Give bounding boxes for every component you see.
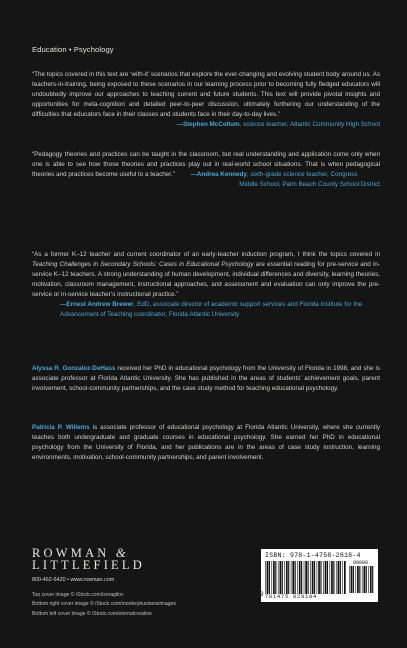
isbn-number: ISBN: 978-1-4758-2818-4 bbox=[265, 552, 361, 559]
barcode-bar bbox=[362, 566, 363, 593]
barcode-bar bbox=[291, 561, 292, 594]
barcode-bar bbox=[349, 566, 350, 593]
author-bio-text: received her PhD in educational psychology from the University of Florida in 1998, and she is associate professor at Florida Atlantic University. She has published in the areas of students’ achievement goals, parent involvement, school-community partnerships, and the case study method for teaching educational psychology. bbox=[32, 365, 380, 392]
barcode-bar bbox=[325, 561, 327, 594]
barcode-bar bbox=[278, 561, 279, 594]
quote-text: “Pedagogy theories and practices can be taught in the classroom, but real understanding and application come only when one is able to see how those theories and practices play out in real-world school situations. That is when pedagogical theories and practices become useful to a teacher.” bbox=[32, 151, 380, 178]
publisher-line2: LITTLEFIELD bbox=[32, 558, 145, 572]
barcode-bar bbox=[297, 561, 298, 594]
endorsement-quote-2 bbox=[32, 150, 380, 190]
barcode-bar bbox=[273, 561, 275, 594]
barcode-bar bbox=[267, 561, 269, 594]
barcode-bar bbox=[357, 566, 359, 593]
barcode-bar bbox=[282, 561, 283, 594]
author-name: Patricia P. Willems bbox=[32, 424, 90, 431]
barcode-bar bbox=[344, 561, 346, 594]
barcode-bar bbox=[366, 566, 367, 593]
barcode-bar bbox=[323, 561, 324, 594]
publisher-logo bbox=[32, 547, 145, 571]
barcode-bar bbox=[317, 561, 318, 594]
quote-author-role: , science teacher, Atlantic Community High School bbox=[239, 121, 380, 128]
barcode-bar bbox=[265, 561, 266, 594]
barcode-bar bbox=[370, 566, 372, 593]
barcode-bar bbox=[320, 561, 321, 594]
barcode-bar bbox=[305, 561, 307, 594]
category-label: Education • Psychology bbox=[32, 45, 114, 54]
barcode-bar bbox=[308, 561, 309, 594]
quote-author-role: , sixth-grade science teacher, Congress bbox=[246, 171, 358, 178]
author-bio-1 bbox=[32, 364, 380, 394]
barcode-bar bbox=[286, 561, 288, 594]
quote-text-before: “As a former K–12 teacher and current coordinator of an early-teacher induction program, I think the topics covered in bbox=[32, 251, 380, 258]
barcode-bar bbox=[299, 561, 301, 594]
barcode-bar bbox=[355, 566, 356, 593]
endorsement-quote-1 bbox=[32, 70, 380, 130]
quote-text-after: are essential reading for pre-service and in-service K–12 teachers. A strong understanding of human development, individual differences and diversity, learning theories, motivation, classroom management, instructional approaches, and assessment and evaluation can only improve the pre-service or in-service teacher’s instructional practice.” bbox=[32, 261, 381, 298]
isbn-barcode bbox=[261, 549, 378, 602]
barcode-bar bbox=[372, 566, 373, 593]
barcode-bar bbox=[301, 561, 302, 594]
credit-line: Bottom right cover image © iStock.com/monkeybusinessimages bbox=[32, 601, 176, 608]
quote-author-name: —Ernest Andrew Brewer bbox=[60, 301, 134, 308]
barcode-bar bbox=[275, 561, 276, 594]
publisher-contact: 800-462-6420 • www.rowman.com bbox=[32, 577, 115, 583]
barcode-bar bbox=[314, 561, 315, 594]
endorsement-quote-3 bbox=[32, 250, 380, 320]
addon-barcode-bars bbox=[349, 566, 374, 595]
barcode-bar bbox=[359, 566, 360, 593]
ean-digits: 781475 828184 bbox=[265, 594, 318, 600]
barcode-bar bbox=[338, 561, 340, 594]
image-credits bbox=[32, 591, 176, 619]
barcode-bar bbox=[331, 561, 333, 594]
ean-lead-digit: 9 bbox=[260, 591, 264, 598]
barcode-bar bbox=[271, 561, 272, 594]
barcode-bar bbox=[336, 561, 337, 594]
barcode-bar bbox=[318, 561, 320, 594]
barcode-bar bbox=[312, 561, 314, 594]
barcode-bar bbox=[340, 561, 341, 594]
publisher-ampersand: & bbox=[115, 546, 126, 560]
credit-line: Bottom left cover image © iStock.com/eternalcreative bbox=[32, 610, 152, 617]
barcode-bar bbox=[284, 561, 285, 594]
barcode-bar bbox=[292, 561, 294, 594]
quote-attribution-line2 bbox=[32, 180, 380, 190]
quote-text: “The topics covered in this text are ‘with-it’ scenarios that explore the ever-changing and evolving student body around us. As teachers-in-training, being exposed to these scenarios in our learning process prior to becoming fully fledged educators will undoubtedly improve our approaches to teaching current and future students. This text will provide pivotal insights and opportunities for meta-cognition and detailed peer-to-peer discussion, ultimately furthering our understanding of the difficulties that educators face in their classes and students face in their day-to-day lives.” bbox=[32, 71, 380, 118]
barcode-bar bbox=[327, 561, 328, 594]
quote-author-role-cont: Middle School, Palm Beach County School District bbox=[239, 181, 380, 188]
quote-attribution bbox=[32, 120, 380, 130]
author-bio-text: is associate professor of educational psychology at Florida Atlantic University, where she currently teaches both undergraduate and graduate courses in educational psychology. She earned her PhD in educational psychology from the University of Florida, and her publications are in the areas of case study instruction, learning environments, motivation, school-community partnerships, and parent involvement. bbox=[32, 424, 380, 461]
quote-author-name: —Andrea Kennedy bbox=[190, 171, 247, 178]
quote-attribution bbox=[32, 300, 380, 320]
author-name: Alyssa R. Gonzalez-DeHass bbox=[32, 365, 116, 372]
ean-barcode-bars bbox=[265, 561, 347, 595]
price-code: 90000 bbox=[353, 560, 369, 566]
author-bio-2 bbox=[32, 423, 380, 463]
barcode-bar bbox=[351, 566, 353, 593]
barcode-bar bbox=[333, 561, 334, 594]
barcode-bar bbox=[288, 561, 289, 594]
barcode-bar bbox=[304, 561, 305, 594]
barcode-bar bbox=[280, 561, 282, 594]
barcode-bar bbox=[310, 561, 311, 594]
credit-line: Top cover image © iStock.com/ismagilov bbox=[32, 592, 124, 598]
barcode-bar bbox=[364, 566, 366, 593]
barcode-bar bbox=[330, 561, 331, 594]
barcode-bar bbox=[269, 561, 270, 594]
barcode-bar bbox=[353, 566, 354, 593]
barcode-bar bbox=[295, 561, 296, 594]
publisher-line1: ROWMAN bbox=[32, 546, 110, 560]
quote-author-name: —Stephen McCollum bbox=[176, 121, 240, 128]
barcode-bar bbox=[342, 561, 343, 594]
barcode-bar bbox=[368, 566, 369, 593]
book-title: Teaching Challenges in Secondary Schools: Cases in Educational Psychology bbox=[32, 261, 254, 268]
quote-author-role: , EdD, associate director of academic support services and Florida Institute for the Advancement of Teaching coordinator, Florida Atlantic University bbox=[60, 301, 363, 318]
